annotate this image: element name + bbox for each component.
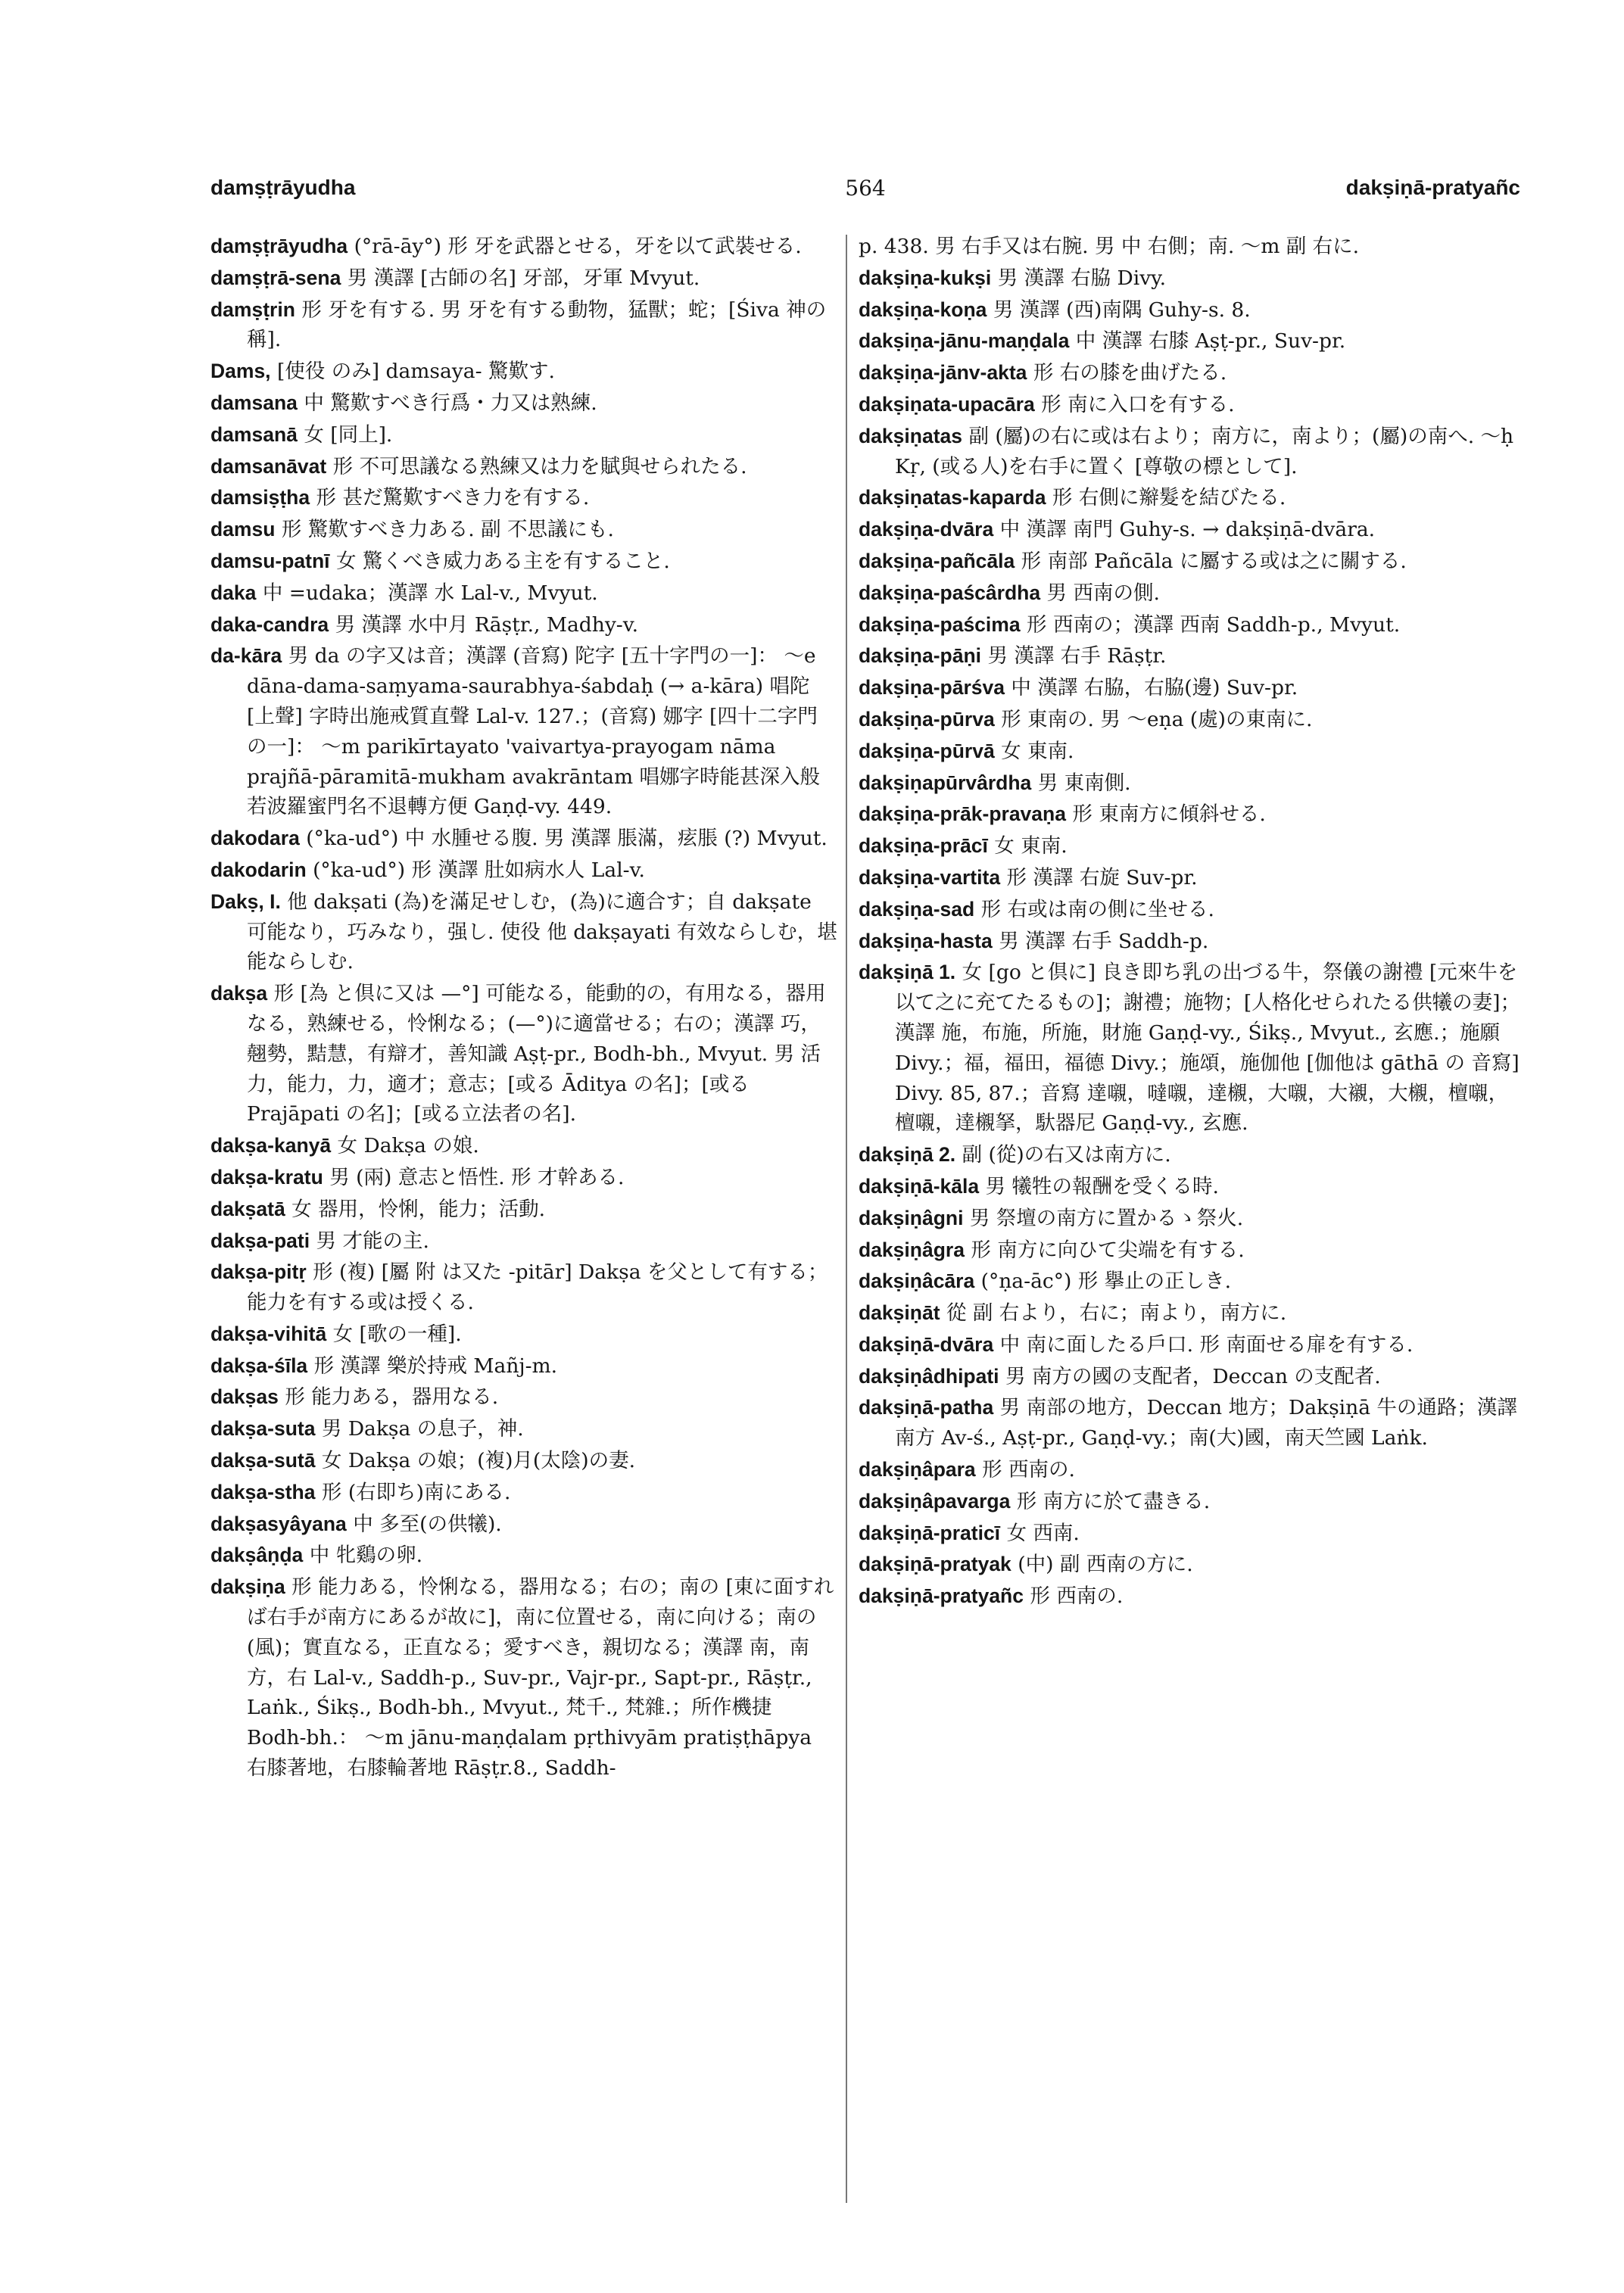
entry-definition: 女 Dakṣa の娘. — [337, 1134, 479, 1158]
entry-definition: 女 東南. — [1001, 739, 1074, 763]
dictionary-entry — [210, 1509, 837, 1540]
dictionary-entry — [210, 452, 837, 482]
dictionary-entry — [859, 547, 1522, 577]
dictionary-entry — [859, 1455, 1522, 1485]
entry-headword: dakṣa-pitṛ — [210, 1260, 307, 1284]
dictionary-entry — [859, 263, 1522, 294]
entry-headword: damṣṭrin — [210, 298, 295, 321]
dictionary-entry — [210, 1163, 837, 1193]
dictionary-entry — [859, 737, 1522, 767]
entry-definition: 形 右側に辮髮を結びたる. — [1052, 486, 1286, 510]
entry-definition: 女 驚くべき威力ある主を有すること. — [335, 549, 670, 573]
entry-headword: dakṣiṇā-pratyak — [859, 1553, 1011, 1576]
entry-definition: 女 [go と倶に] 良き即ち乳の出づる牛，祭儀の謝禮 [元來牛を以て之に充てたるもの]；謝禮；施物；[人格化せられたる供犧の妻]；漢譯 施，布施，所施，財施 Gaṇḍ-vy., Śikṣ., Mvyut., 玄應.；施願 Divy.；福，福田，福德 Divy.；施頌，施伽他 [伽他は gāthā の 音寫] Divy. 85, 87.；音寫 達嚫，噠嚫，達櫬，大嚫，大襯，大櫬，檀嚫，檀嚫，達櫬拏，馱器尼 Gaṇḍ-vy., 玄應. — [895, 961, 1521, 1136]
entry-headword: Dams, — [210, 360, 271, 383]
entry-definition: [使役 のみ] damsaya- 驚歎す. — [276, 360, 555, 384]
entry-definition: 中 =udaka；漢譯 水 Lal-v., Mvyut. — [262, 581, 598, 605]
entry-definition: 形 (複) [屬 附 は又た -pitār] Dakṣa を父として有する；能力を有する或は授くる. — [247, 1260, 828, 1315]
entry-headword: dakṣiṇatas-kaparda — [859, 486, 1046, 509]
entry-headword: dakṣa-suta — [210, 1417, 316, 1441]
entry-definition: 從 副 右より，右に；南より，南方に. — [946, 1301, 1287, 1326]
entry-definition: 女 [歌の一種]. — [332, 1322, 462, 1346]
column-divider — [846, 235, 847, 2203]
dictionary-entry — [210, 979, 837, 1129]
dictionary-entry — [210, 483, 837, 513]
entry-definition: 女 西南. — [1006, 1521, 1080, 1545]
entry-definition: p. 438. 男 右手又は右腕. 男 中 右側；南. ～m 副 右に. — [859, 235, 1360, 258]
entry-headword: dakṣiṇa-dvāra — [859, 518, 994, 541]
entry-headword: dakṣiṇâgra — [859, 1238, 965, 1261]
entry-definition: 形 能力ある，器用なる. — [285, 1385, 499, 1410]
entry-definition: 形 南方に向ひて尖端を有する. — [971, 1238, 1245, 1262]
dictionary-entry — [859, 1140, 1522, 1170]
entry-definition: (°ka-ud°) 形 漢譯 肚如病水人 Lal-v. — [313, 858, 645, 882]
dictionary-entry — [210, 1541, 837, 1571]
entry-headword: daka — [210, 581, 257, 604]
entry-definition: 形 東南方に傾斜せる. — [1072, 802, 1266, 827]
dictionary-entry — [210, 1351, 837, 1382]
entry-definition: 形 南に入口を有する. — [1041, 392, 1235, 416]
dictionary-entry — [210, 855, 837, 886]
dictionary-entry — [859, 863, 1522, 893]
dictionary-entry — [210, 887, 837, 977]
entry-definition: 形 驚歎すべき力ある. 副 不思議にも. — [281, 518, 614, 542]
entry-headword: damsana — [210, 391, 298, 414]
entry-headword: damsu-patnī — [210, 549, 330, 572]
dictionary-entry — [859, 768, 1522, 799]
entry-headword: dakṣiṇā-dvāra — [859, 1332, 994, 1356]
entry-definition: 中 驚歎すべき行爲・力又は熟練. — [304, 391, 597, 415]
entry-headword: dakṣa-stha — [210, 1480, 316, 1503]
entry-definition: 形 能力ある，怜悧なる，器用なる；右の；南の [東に面すれば右手が南方にあるが故に]，南に位置せる，南に向ける；南の(風)；實直なる，正直なる；愛すべき，親切なる；漢譯 南，南方，右 Lal-v., Saddh-p., Suv-pr., Vajr-pr., Sapt-pr., Rāṣṭr., Laṅk., Śikṣ., Bodh-bh., Mvyut., 梵千., 梵雜.；所作機捷 Bodh-bh.： ～m jānu-maṇḍalam pṛthivyām pratiṣṭhāpya 右膝著地，右膝輪著地 Rāṣṭr.8., Saddh- — [247, 1575, 834, 1781]
entry-headword: dakṣâṇḍa — [210, 1544, 304, 1567]
entry-headword: dakṣiṇā 1. — [859, 961, 956, 984]
entry-headword: Dakṣ, I. — [210, 889, 281, 913]
entry-headword: dakṣiṇa-jānv-akta — [859, 361, 1027, 385]
entry-definition: 形 牙を有する. 男 牙を有する動物，猛獸；蛇；[Śiva 神の稱]. — [247, 298, 827, 352]
entry-headword: dakṣiṇâpavarga — [859, 1489, 1011, 1513]
entry-definition: 男 南方の國の支配者，Deccan の支配者. — [1005, 1364, 1381, 1388]
dictionary-entry — [859, 1266, 1522, 1297]
entry-headword: dakṣiṇa — [210, 1575, 285, 1599]
entry-definition: 男 (兩) 意志と悟性. 形 才幹ある. — [329, 1165, 625, 1189]
entry-definition: 副 (屬)の右に或は右より；南方に，南より；(屬)の南へ. ～ḥ Kṛ, (或る人)を右手に置く [尊敬の標として]. — [895, 424, 1514, 478]
entry-definition: 形 西南の. — [1030, 1584, 1124, 1609]
entry-definition: 形 甚だ驚歎すべき力を有する. — [316, 486, 590, 510]
entry-headword: dakṣiṇā-pratyañc — [859, 1584, 1024, 1608]
dictionary-entry — [210, 1478, 837, 1508]
entry-headword: dakṣiṇata-upacāra — [859, 392, 1035, 416]
entry-definition: 男 祭壇の南方に置かるゝ祭火. — [969, 1206, 1244, 1230]
dictionary-entry — [210, 641, 837, 822]
entry-headword: dakṣiṇa-pārśva — [859, 676, 1005, 699]
dictionary-entry — [859, 326, 1522, 357]
entry-definition: 男 犧牲の報酬を受くる時. — [985, 1174, 1219, 1198]
dictionary-entry — [210, 1257, 837, 1318]
dictionary-entry — [210, 232, 837, 262]
entry-headword: dakṣas — [210, 1385, 279, 1409]
dictionary-entry — [210, 1414, 837, 1444]
entry-definition: 形 漢譯 右旋 Suv-pr. — [1006, 865, 1198, 889]
entry-headword: dakṣiṇa-pūrva — [859, 707, 995, 731]
entry-headword: dakodara — [210, 827, 300, 850]
dictionary-entry — [210, 1131, 837, 1161]
dictionary-entry — [859, 641, 1522, 671]
entry-definition: 中 牝鷄の卵. — [309, 1544, 423, 1568]
dictionary-entry — [210, 1195, 837, 1225]
entry-headword: dakṣiṇa-koṇa — [859, 298, 987, 321]
entry-definition: 中 漢譯 右脇，右脇(邊) Suv-pr. — [1011, 676, 1298, 700]
entry-headword: dakṣiṇa-vartita — [859, 865, 1001, 889]
running-header — [210, 176, 1520, 209]
dictionary-entry — [859, 831, 1522, 861]
entry-definition: 男 才能の主. — [316, 1229, 429, 1253]
entry-headword: dakṣiṇā-praticī — [859, 1521, 1001, 1544]
dictionary-entry — [210, 420, 837, 450]
dictionary-entry — [859, 1581, 1522, 1612]
entry-definition: 形 [為 と倶に又は —°] 可能なる，能動的の，有用なる，器用なる，熟練せる，怜悧なる；(—°)に適當せる；右の；漢譯 巧，翹勢，黠慧，有辯才，善知識 Aṣṭ-pr., Bodh-bh., Mvyut. 男 活力，能力，力，適才；意志；[或る Āditya の名]；[或る Prajāpati の名]；[或る立法者の名]. — [247, 982, 826, 1126]
dictionary-entry — [210, 1382, 837, 1413]
entry-definition: 副 (從)の右又は南方に. — [962, 1143, 1171, 1167]
entry-definition: 男 南部の地方，Deccan 地方；Dakṣiṇā 牛の通路；漢譯 南方 Av-ś., Aṣṭ-pr., Gaṇḍ-vy.；南(大)國，南天竺國 Laṅk. — [895, 1396, 1517, 1450]
dictionary-entry — [859, 673, 1522, 703]
entry-headword: dakṣa-vihitā — [210, 1322, 327, 1345]
dictionary-entry — [859, 1550, 1522, 1580]
entry-definition: 女 Dakṣa の娘；(複)月(太陰)の妻. — [321, 1449, 636, 1473]
dictionary-entry — [859, 895, 1522, 925]
entry-headword: dakṣa-kanyā — [210, 1134, 332, 1157]
entry-headword: dakṣa-pati — [210, 1229, 310, 1252]
dictionary-entry — [859, 295, 1522, 326]
dictionary-entry — [210, 610, 837, 640]
dictionary-entry — [859, 1204, 1522, 1234]
entry-definition: 男 漢譯 (西)南隅 Guhy-s. 8. — [993, 298, 1251, 322]
entry-definition: 男 漢譯 右脇 Divy. — [997, 266, 1167, 290]
dictionary-entry — [210, 1446, 837, 1476]
entry-definition: 中 漢譯 右膝 Aṣṭ-pr., Suv-pr. — [1075, 329, 1346, 354]
entry-definition: 中 多至(の供犧). — [353, 1512, 502, 1536]
entry-definition: 形 南方に於て盡きる. — [1016, 1489, 1211, 1513]
dictionary-entry — [859, 1362, 1522, 1392]
header-last-headword: dakṣiṇā-pratyañc — [1345, 176, 1520, 199]
dictionary-entry — [859, 358, 1522, 388]
entry-headword: dakṣa-sutā — [210, 1449, 316, 1472]
dictionary-entry — [210, 357, 837, 387]
entry-definition: 男 漢譯 水中月 Rāṣṭr., Madhy-v. — [335, 612, 639, 637]
entry-headword: dakṣasyâyana — [210, 1512, 347, 1535]
entry-headword: dakodarin — [210, 858, 307, 881]
entry-definition: 形 右の膝を曲げたる. — [1033, 361, 1227, 385]
entry-headword: da-kāra — [210, 644, 282, 668]
entry-definition: 中 南に面したる戶口. 形 南面せる扉を有する. — [999, 1332, 1414, 1357]
entry-headword: dakṣiṇa-sad — [859, 897, 975, 921]
dictionary-entry — [210, 578, 837, 609]
page-number: 564 — [845, 176, 886, 201]
entry-definition: 形 西南の. — [982, 1458, 1075, 1482]
dictionary-entry — [859, 422, 1522, 482]
dictionary-entry — [859, 1235, 1522, 1266]
header-first-headword: damṣṭrāyudha — [210, 176, 356, 199]
entry-headword: dakṣiṇa-pūrvā — [859, 739, 995, 762]
dictionary-entry — [859, 390, 1522, 420]
entry-headword: dakṣiṇâpara — [859, 1458, 976, 1481]
dictionary-entry — [859, 232, 1522, 262]
entry-definition: 形 東南の. 男 ～eṇa (處)の東南に. — [1001, 707, 1313, 731]
dictionary-entry — [210, 824, 837, 854]
entry-headword: dakṣiṇā-kāla — [859, 1174, 980, 1198]
dictionary-entry — [210, 295, 837, 356]
entry-definition: (中) 副 西南の方に. — [1018, 1553, 1193, 1577]
entry-definition: 形 (右即ち)南にある. — [321, 1480, 511, 1504]
dictionary-entry — [210, 547, 837, 577]
dictionary-entry — [210, 388, 837, 419]
entry-headword: dakṣiṇa-pañcāla — [859, 549, 1015, 572]
entry-headword: dakṣiṇapūrvârdha — [859, 771, 1032, 794]
entry-headword: dakṣiṇa-jānu-maṇḍala — [859, 329, 1070, 353]
entry-headword: dakṣiṇa-paścârdha — [859, 581, 1041, 604]
dictionary-entry — [859, 1487, 1522, 1517]
entry-definition: 男 漢譯 右手 Saddh-p. — [999, 929, 1209, 953]
entry-definition: 形 不可思議なる熟練又は力を賦與せられたる. — [332, 454, 747, 478]
dictionary-entry — [210, 1226, 837, 1257]
entry-definition: 男 Dakṣa の息子，神. — [321, 1417, 524, 1441]
dictionary-entry — [210, 515, 837, 545]
dictionary-entry — [210, 263, 837, 294]
dictionary-entry — [859, 927, 1522, 957]
dictionary-entry — [210, 1572, 837, 1784]
entry-definition: 女 器用，怜悧，能力；活動. — [291, 1197, 545, 1221]
entry-headword: dakṣiṇa-prāk-pravaṇa — [859, 802, 1066, 826]
entry-definition: (°rā-āy°) 形 牙を武器とせる，牙を以て武裝せる. — [354, 235, 802, 258]
entry-definition: 中 漢譯 南門 Guhy-s. → dakṣiṇā-dvāra. — [999, 518, 1376, 542]
entry-headword: daka-candra — [210, 612, 329, 636]
entry-headword: dakṣiṇâdhipati — [859, 1364, 999, 1388]
entry-definition: 男 da の字又は音；漢譯 (音寫) 陀字 [五十字門の一]： ～e dāna-dama-saṃyama-saurabhya-śabdaḥ (→ a-kāra) 唱陀 [上聲] 字時出施戒質直聲 Lal-v. 127.；(音寫) 娜字 [四十二字門の一]： ～m parikīrtayato 'vaivartya-prayogam nāma prajñā-pāramitā-mukham avakrāntam 唱娜字時能甚深入般若波羅蜜門名不退轉方便 Gaṇḍ-vy. 449. — [247, 644, 821, 819]
entry-headword: dakṣiṇāt — [859, 1301, 940, 1325]
entry-definition: 女 [同上]. — [304, 422, 393, 447]
entry-headword: dakṣiṇatas — [859, 424, 962, 447]
dictionary-entry — [859, 483, 1522, 513]
entry-definition: 男 漢譯 [古師の名] 牙部，牙軍 Mvyut. — [347, 266, 700, 290]
entry-headword: dakṣiṇa-hasta — [859, 929, 993, 952]
entry-definition: 形 南部 Pañcāla に屬する或は之に關する. — [1021, 549, 1407, 573]
entry-definition: 男 西南の側. — [1046, 581, 1160, 605]
dictionary-entry — [859, 610, 1522, 640]
entry-definition: 形 右或は南の側に坐せる. — [980, 897, 1214, 921]
entry-headword: dakṣa — [210, 982, 268, 1005]
dictionary-entry — [859, 1298, 1522, 1329]
entry-headword: dakṣiṇa-prācī — [859, 834, 988, 858]
entry-definition: 男 漢譯 右手 Rāṣṭr. — [987, 644, 1167, 668]
entry-headword: damsanā — [210, 422, 298, 446]
dictionary-entry — [859, 958, 1522, 1139]
entry-headword: damṣṭrāyudha — [210, 235, 348, 257]
dictionary-entry — [859, 799, 1522, 830]
entry-headword: dakṣiṇā 2. — [859, 1143, 956, 1167]
entry-headword: dakṣiṇa-paścima — [859, 612, 1021, 636]
entry-headword: damsu — [210, 518, 276, 541]
entry-headword: dakṣa-kratu — [210, 1165, 323, 1189]
entry-definition: 他 dakṣati (為)を滿足せしむ，(為)に適合す；自 dakṣate 可能なり，巧みなり，强し. 使役 他 dakṣayati 有效ならしむ，堪能ならしむ. — [247, 889, 837, 974]
entry-headword: dakṣiṇa-kukṣi — [859, 266, 992, 289]
entry-definition: 女 東南. — [994, 834, 1068, 858]
entry-definition: 形 西南の；漢譯 西南 Saddh-p., Mvyut. — [1027, 612, 1401, 637]
dictionary-entry — [859, 705, 1522, 735]
entry-definition: (°ka-ud°) 中 水腫せる腹. 男 漢譯 脹滿，痃脹 (?) Mvyut. — [306, 827, 828, 851]
entry-headword: dakṣiṇa-pāṇi — [859, 644, 981, 668]
entry-definition: 男 東南側. — [1037, 771, 1131, 795]
dictionary-entry — [859, 515, 1522, 545]
entry-headword: damṣṭrā-sena — [210, 266, 341, 289]
dictionary-entry — [210, 1319, 837, 1350]
dictionary-entry — [859, 1519, 1522, 1549]
right-column — [859, 232, 1522, 2230]
dictionary-entry — [859, 1330, 1522, 1360]
entry-headword: damsanāvat — [210, 454, 327, 478]
left-column — [210, 232, 837, 2230]
entry-headword: damsiṣṭha — [210, 486, 310, 509]
entry-headword: dakṣa-śīla — [210, 1354, 308, 1377]
entry-headword: dakṣiṇā-patha — [859, 1396, 994, 1419]
entry-definition: (°ṇa-āc°) 形 擧止の正しき. — [980, 1270, 1232, 1294]
entry-headword: dakṣatā — [210, 1197, 285, 1220]
dictionary-entry — [859, 1393, 1522, 1453]
entry-definition: 形 漢譯 樂於持戒 Mañj-m. — [313, 1354, 558, 1378]
entry-headword: dakṣiṇâgni — [859, 1206, 964, 1229]
dictionary-entry — [859, 578, 1522, 609]
dictionary-entry — [859, 1172, 1522, 1202]
entry-headword: dakṣiṇâcāra — [859, 1270, 975, 1293]
